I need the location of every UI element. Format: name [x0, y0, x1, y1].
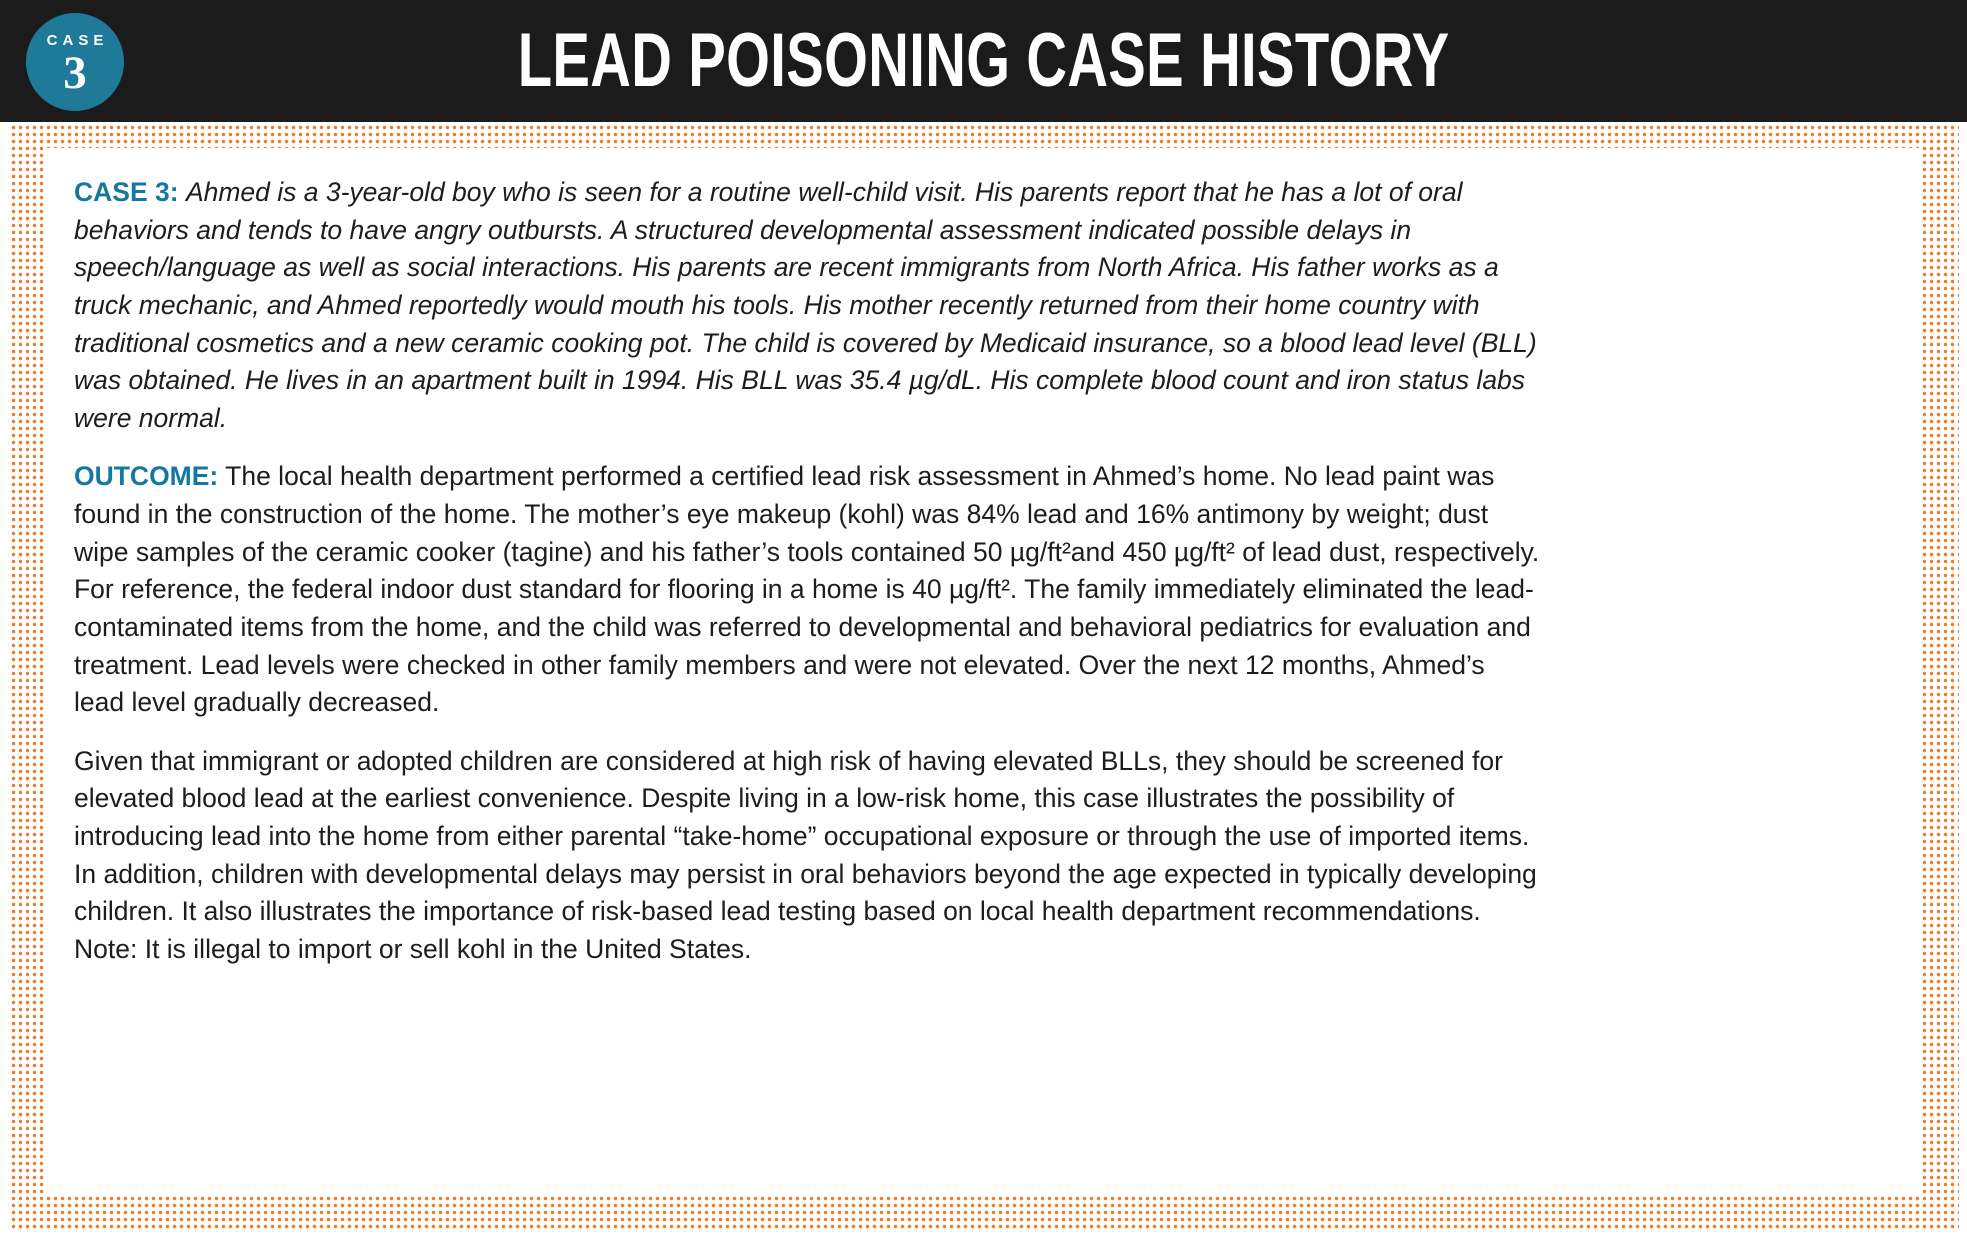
page-title: LEAD POISONING CASE HISTORY — [517, 18, 1450, 103]
outcome-paragraph — [74, 458, 1542, 721]
case-number-badge — [26, 13, 124, 111]
content-card — [46, 148, 1921, 1194]
dotted-border-frame — [8, 122, 1959, 1232]
case-label: CASE 3: — [74, 177, 179, 207]
badge-case-label: CASE — [46, 31, 109, 49]
header-bar — [0, 0, 1967, 122]
badge-case-number: 3 — [63, 46, 87, 99]
case-text: Ahmed is a 3-year-old boy who is seen for a routine well-child visit. His parents report that he has a lot of oral behaviors and tends to have angry outbursts. A structured developmental assessment indicated possible delays in speech/language as well as social interactions. His parents are recent immigrants from North Africa. His father works as a truck mechanic, and Ahmed reportedly would mouth his tools. His mother recently returned from their home country with traditional cosmetics and a new ceramic cooking pot. The child is covered by Medicaid insurance, so a blood lead level (BLL) was obtained. He lives in an apartment built in 1994. His BLL was 35.4 µg/dL. His complete blood count and iron status labs were normal. — [74, 177, 1537, 433]
case-paragraph — [74, 174, 1542, 437]
outcome-text: The local health department performed a certified lead risk assessment in Ahmed’s home. No lead paint was found in the construction of the home. The mother’s eye makeup (kohl) was 84% lead and 16% antimony by weight; dust wipe samples of the ceramic cooker (tagine) and his father’s tools contained 50 µg/ft²and 450 µg/ft² of lead dust, respectively. For reference, the federal indoor dust standard for flooring in a home is 40 µg/ft². The family immediately eliminated the lead-contaminated items from the home, and the child was referred to developmental and behavioral pediatrics for evaluation and treatment. Lead levels were checked in other family members and were not elevated. Over the next 12 months, Ahmed’s lead level gradually decreased. — [74, 461, 1540, 718]
outcome-label: OUTCOME: — [74, 461, 219, 492]
discussion-paragraph: Given that immigrant or adopted children are considered at high risk of having elevated BLLs, they should be screened for elevated blood lead at the earliest convenience. Despite living in a low-risk home, this case illustrates the possibility of introducing lead into the home from either parental “take-home” occupational exposure or through the use of imported items. In addition, children with developmental delays may persist in oral behaviors beyond the age expected in typically developing children. It also illustrates the importance of risk-based lead testing based on local health department recommendations. Note: It is illegal to import or sell kohl in the United States. — [74, 745, 1537, 964]
